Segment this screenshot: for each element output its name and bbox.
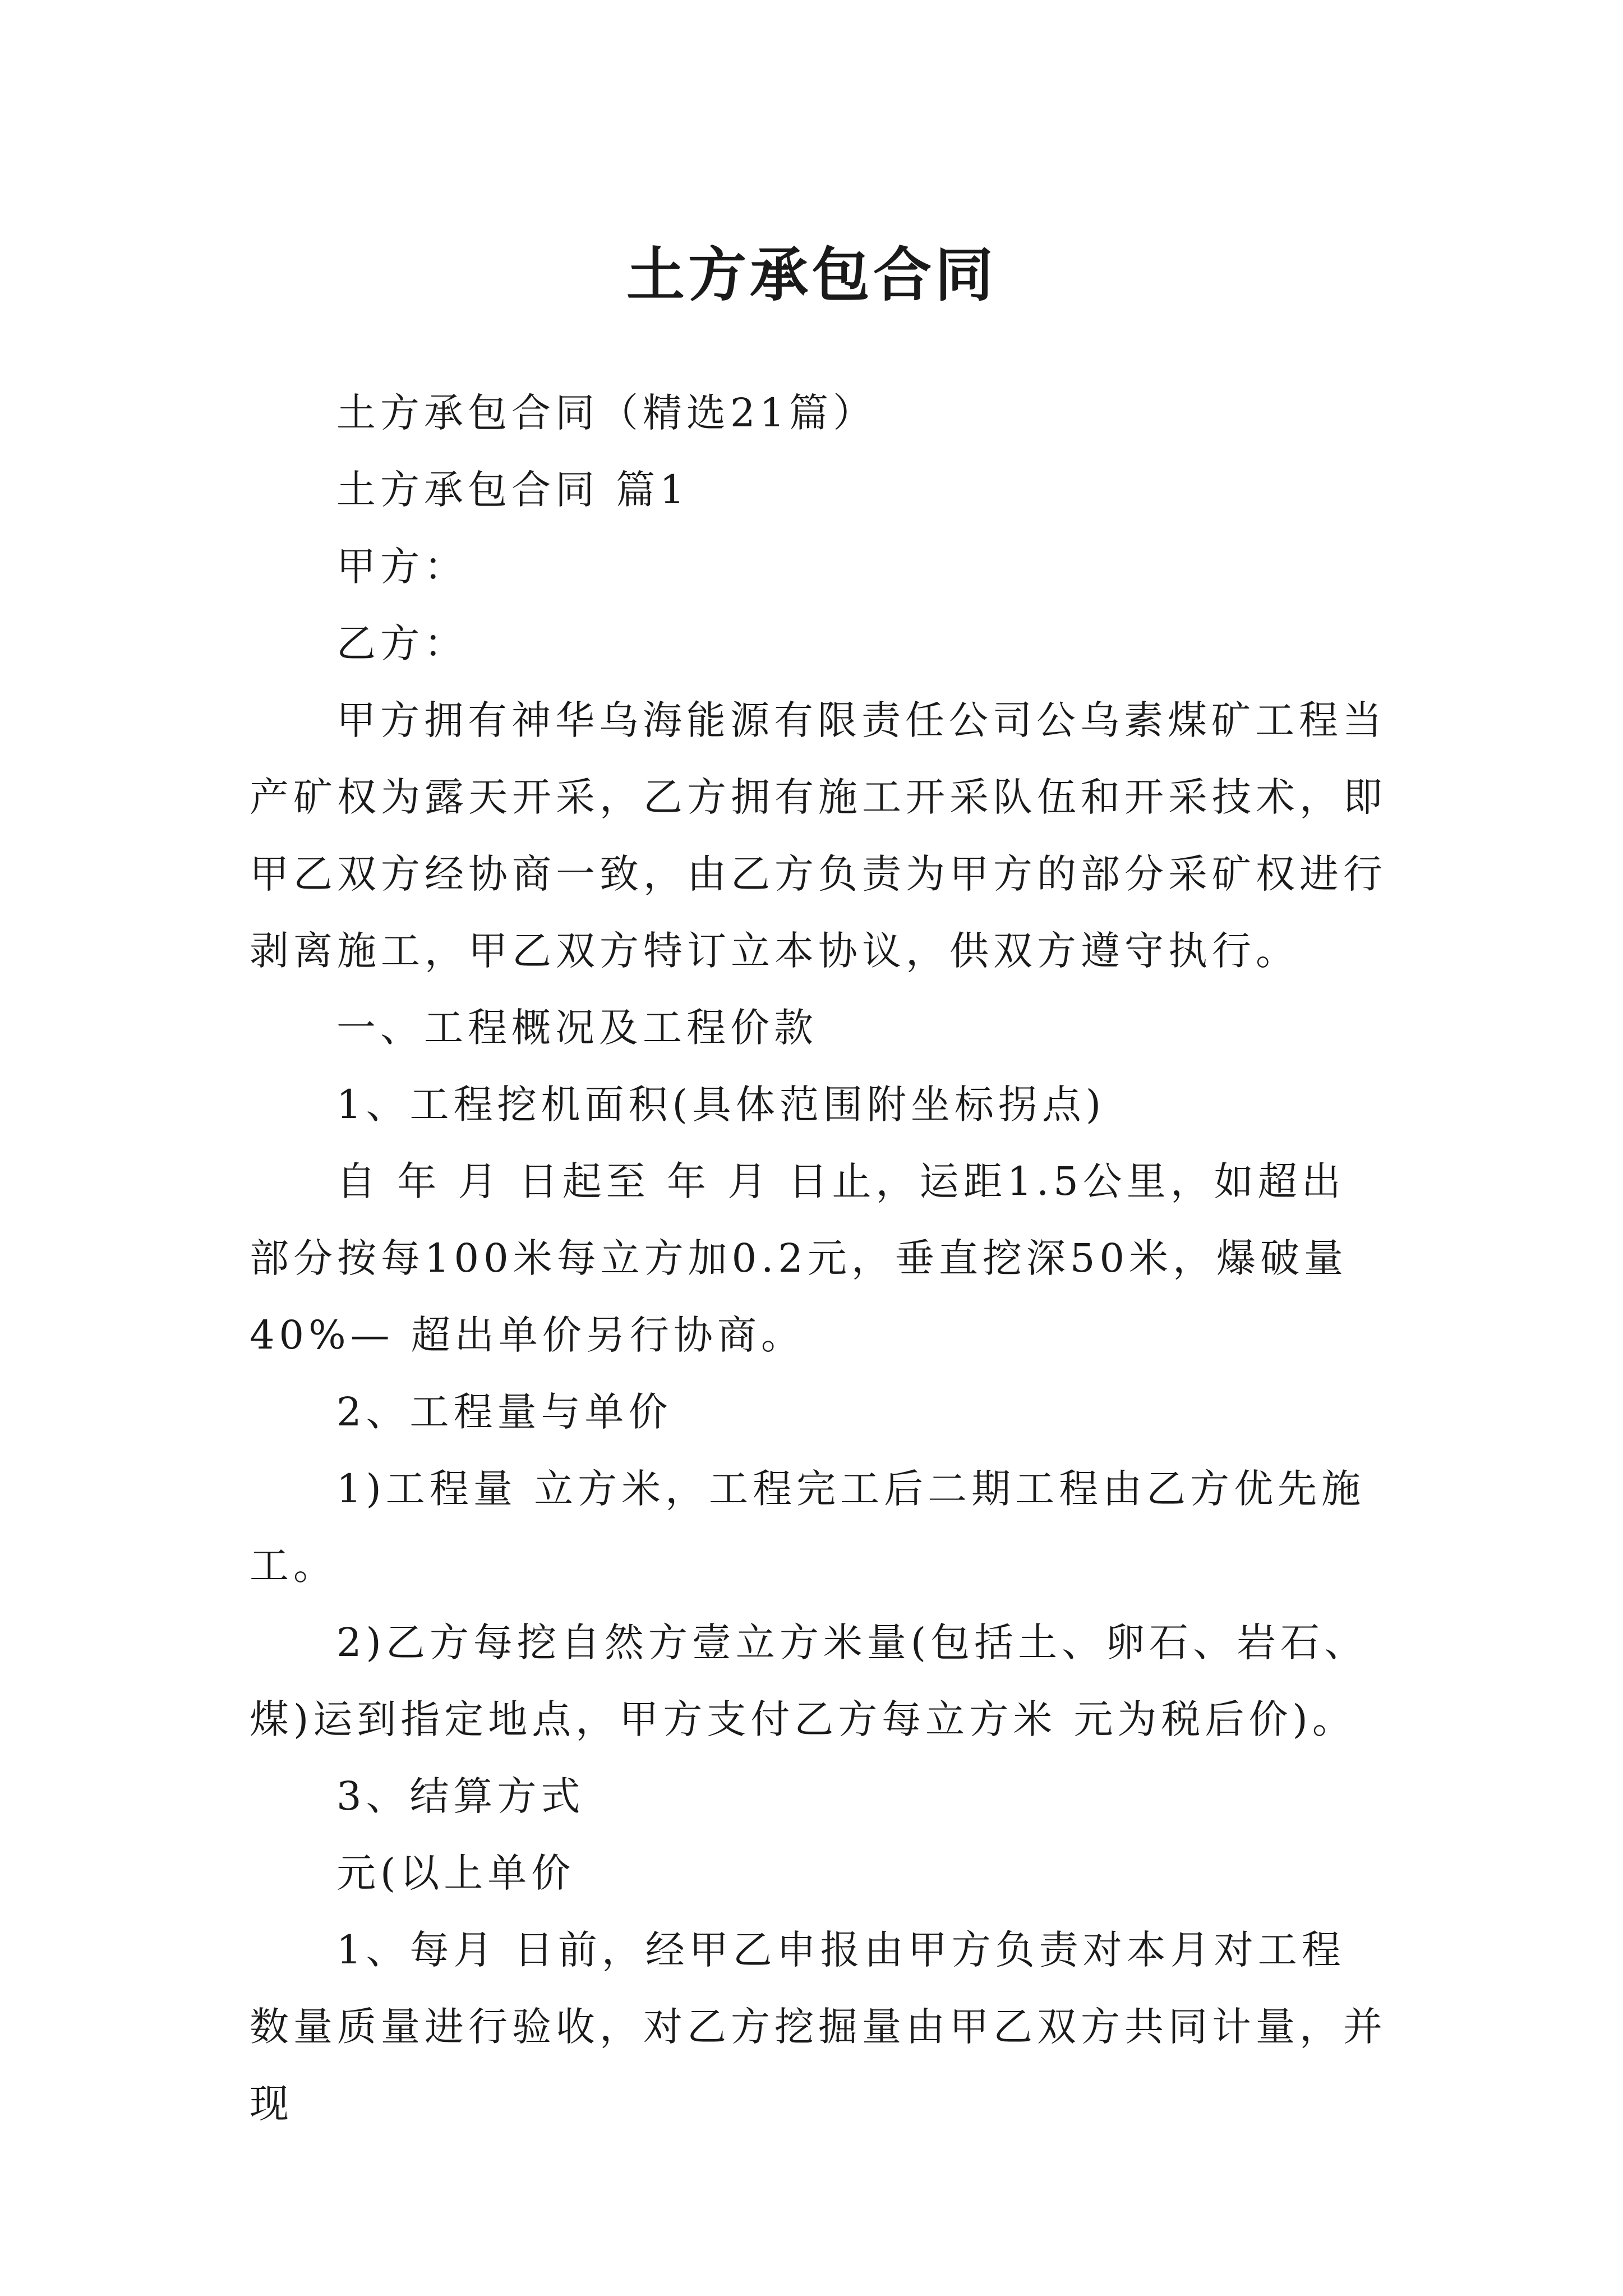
paragraph-price-note: 元(以上单价 <box>336 1850 575 1896</box>
paragraph-subtitle: 土方承包合同（精选21篇） <box>336 390 877 436</box>
document-title: 土方承包合同 <box>626 240 997 309</box>
paragraph-item-1: 1、工程挖机面积(具体范围附坐标拐点) <box>336 1082 1106 1128</box>
paragraph-unit-price: 2)乙方每挖自然方壹立方米量(包括土、卵石、岩石、煤)运到指定地点，甲方支付乙方每立方米 元为税后价)。 <box>250 1619 1368 1742</box>
paragraph-item-3: 3、结算方式 <box>336 1773 585 1819</box>
paragraph-preamble: 甲方拥有神华乌海能源有限责任公司公乌素煤矿工程当产矿权为露天开采，乙方拥有施工开采队伍和开采技术，即甲乙双方经协商一致，由乙方负责为甲方的部分采矿权进行剥离施工，甲乙双方特订立本协议，供双方遵守执行。 <box>250 697 1387 974</box>
paragraph-quantity: 1)工程量 立方米，工程完工后二期工程由乙方优先施工。 <box>250 1466 1366 1589</box>
paragraph-party-a: 甲方： <box>336 544 468 590</box>
paragraph-section-heading: 土方承包合同 篇1 <box>336 467 689 513</box>
paragraph-heading-overview: 一、工程概况及工程价款 <box>336 1005 818 1051</box>
paragraph-settlement-1: 1、每月 日前，经甲乙申报由甲方负责对本月对工程数量质量进行验收，对乙方挖掘量由甲乙双方共同计量，并现 <box>250 1927 1387 2127</box>
paragraph-item-2: 2、工程量与单价 <box>336 1389 672 1435</box>
document-body <box>250 375 1388 2142</box>
paragraph-party-b: 乙方： <box>336 620 468 666</box>
paragraph-term: 自 年 月 日起至 年 月 日止，运距1.5公里，如超出部分按每100米每立方加0.2元，垂直挖深50米，爆破量40%— 超出单价另行协商。 <box>250 1158 1348 1358</box>
